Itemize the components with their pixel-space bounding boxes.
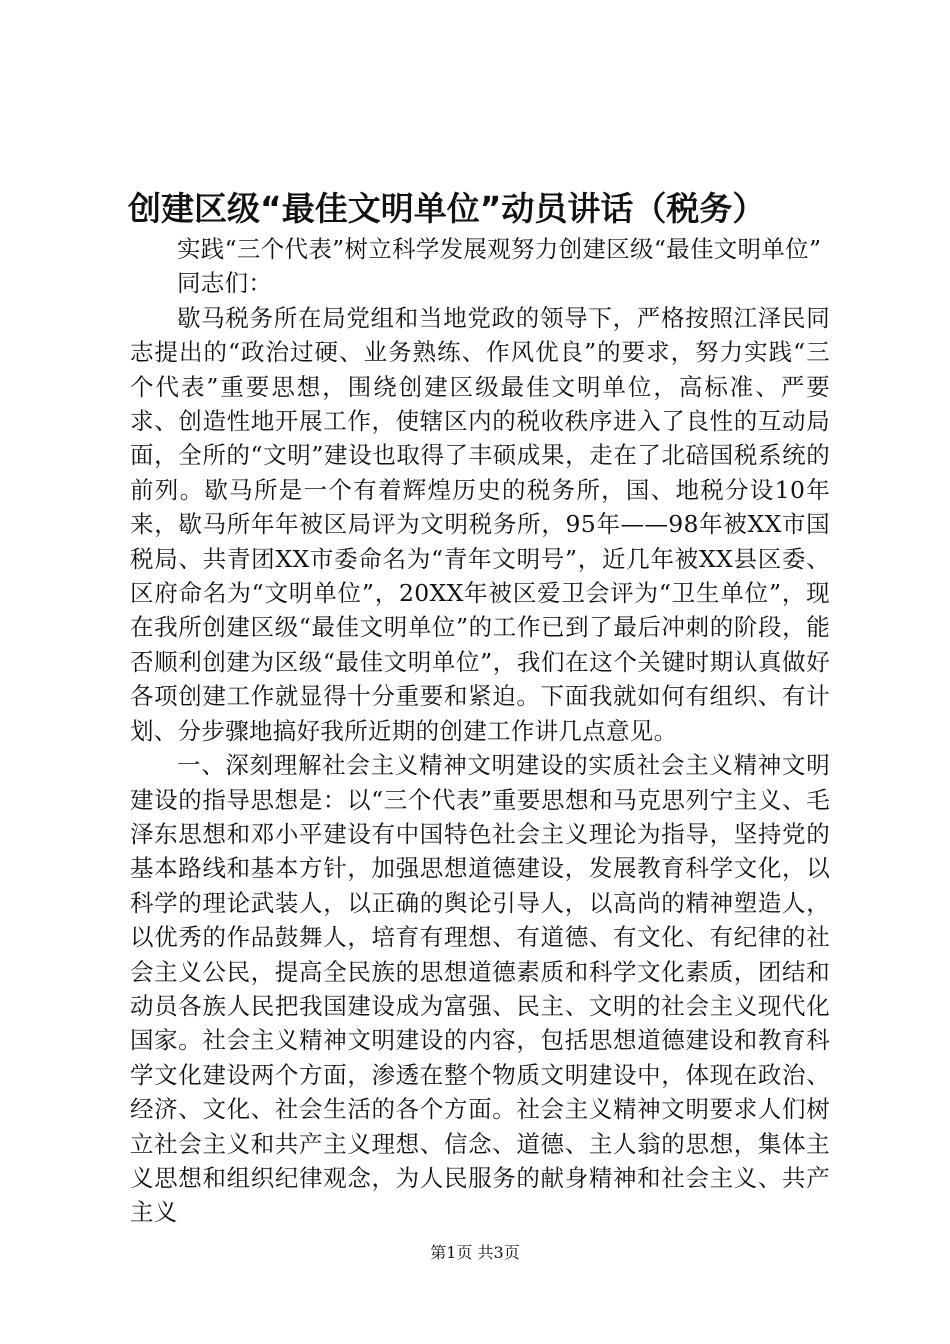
body-paragraph: 一、深刻理解社会主义精神文明建设的实质社会主义精神文明建设的指导思想是：以“三个代表”重要思想和马克思列宁主义、毛泽东思想和邓小平建设有中国特色社会主义理论为指导，坚持党的基本路线和基本方针，加强思想道德建设，发展教育科学文化，以科学的理论武装人，以正确的舆论引导人，以高尚的精神塑造人，以优秀的作品鼓舞人，培育有理想、有道德、有文化、有纪律的社会主义公民，提高全民族的思想道德素质和科学文化素质，团结和动员各族人民把我国建设成为富强、民主、文明的社会主义现代化国家。社会主义精神文明建设的内容，包括思想道德建设和教育科学文化建设两个方面，渗透在整个物质文明建设中，体现在政治、经济、文化、社会生活的各个方面。社会主义精神文明要求人们树立社会主义和共产主义理想、信念、道德、主人翁的思想，集体主义思想和组织纪律观念，为人民服务的献身精神和社会主义、共产主义: [130, 751, 830, 1227]
subtitle-paragraph: 实践“三个代表”树立科学发展观努力创建区级“最佳文明单位”: [177, 235, 822, 263]
salutation-paragraph: 同志们：: [177, 269, 273, 298]
body-paragraph: 歇马税务所在局党组和当地党政的领导下，严格按照江泽民同志提出的“政治过硬、业务熟练、作风优良”的要求，努力实践“三个代表”重要思想，围绕创建区级最佳文明单位，高标准、严要求、创造性地开展工作，使辖区内的税收秩序进入了良性的互动局面，全所的“文明”建设也取得了丰硕成果，走在了北碚国税系统的前列。歇马所是一个有着辉煌历史的税务所，国、地税分设10年来，歇马所年年被区局评为文明税务所，95年——98年被XX市国税局、共青团XX市委命名为“青年文明号”，近几年被XX县区委、区府命名为“文明单位”，20XX年被区爱卫会评为“卫生单位”，现在我所创建区级“最佳文明单位”的工作已到了最后冲刺的阶段，能否顺利创建为区级“最佳文明单位”，我们在这个关键时期认真做好各项创建工作就显得十分重要和紧迫。下面我就如何有组织、有计划、分步骤地搞好我所近期的创建工作讲几点意见。: [130, 303, 830, 745]
page-footer: 第1页 共3页: [430, 1243, 520, 1262]
page-title: 创建区级“最佳文明单位”动员讲话（税务）: [128, 189, 766, 228]
document-body: [130, 232, 830, 1230]
